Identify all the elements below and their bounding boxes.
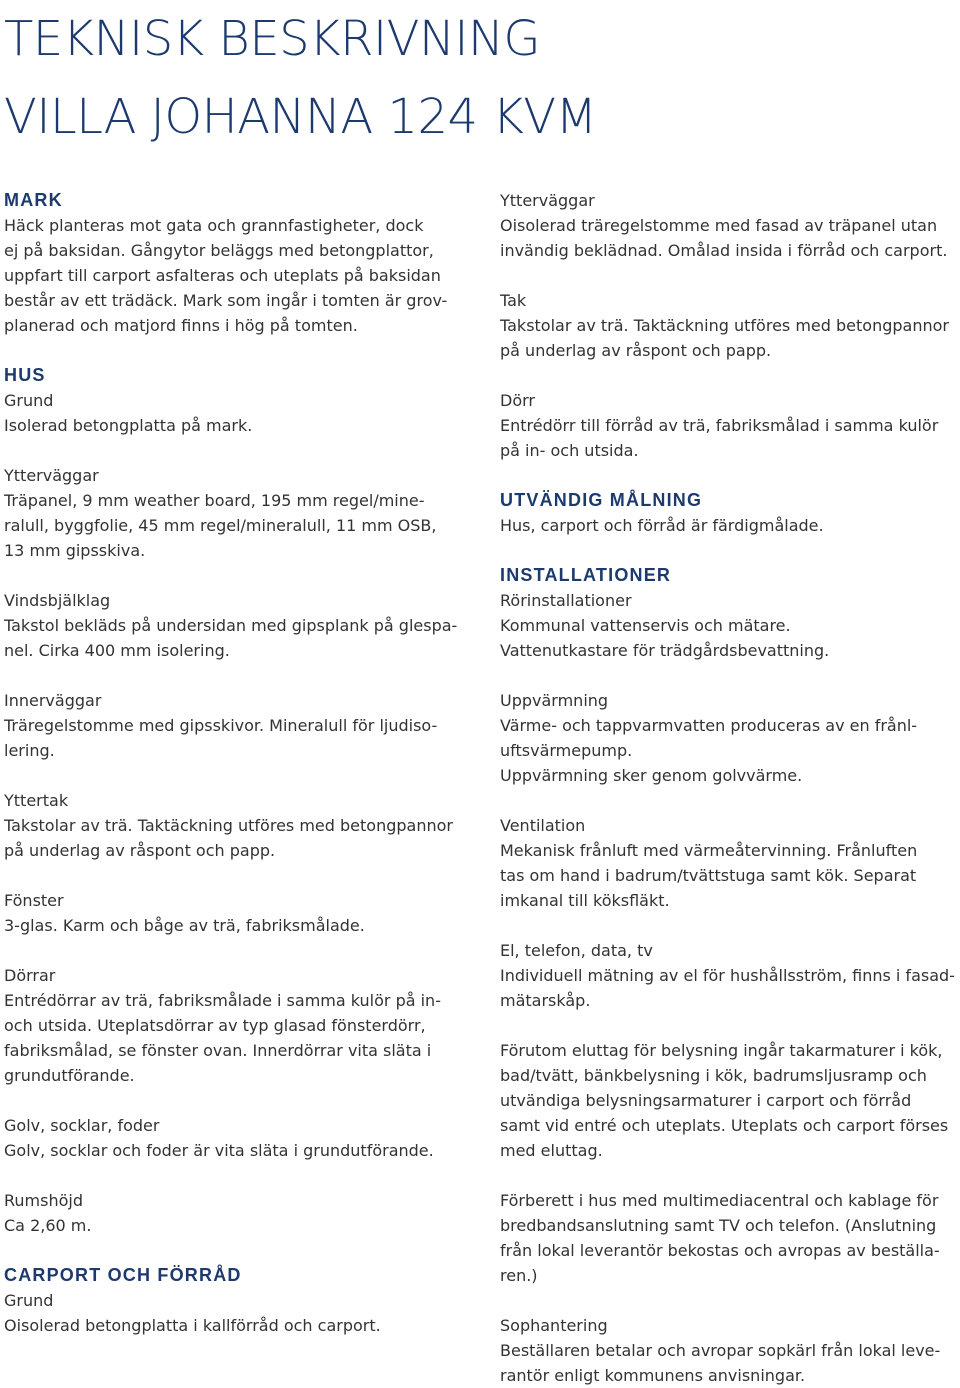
left-column	[4, 188, 462, 1338]
utvandig-text: Hus, carport och förråd är färdigmålade.	[500, 516, 824, 535]
heading-mark: MARK	[4, 190, 63, 210]
carport-yttervaggar-text: Oisolerad träregelstomme med fasad av träpanel utan invändig beklädnad. Omålad insida i förråd och carport.	[500, 216, 948, 260]
sophantering-text: Beställaren betalar och avropar sopkärl från lokal leve- rantör enligt kommunens anvisningar.	[500, 1341, 941, 1385]
rorinstallationer-text: Kommunal vattenservis och mätare. Vattenutkastare för trädgårdsbevattning.	[500, 616, 830, 660]
title-line-1: TEKNISK BESKRIVNING	[4, 11, 541, 67]
subheading-grund: Grund	[4, 391, 54, 410]
rumshojd-text: Ca 2,60 m.	[4, 1216, 92, 1235]
el-text: Individuell mätning av el för hushållsström, finns i fasad- mätarskåp.	[500, 966, 955, 1010]
subheading-yttertak: Yttertak	[4, 791, 69, 810]
subheading-uppvarmning: Uppvärmning	[500, 691, 609, 710]
yttervaggar-text: Träpanel, 9 mm weather board, 195 mm regel/mine- ralull, byggfolie, 45 mm regel/mineralull, 11 mm OSB, 13 mm gipsskiva.	[4, 491, 437, 560]
fonster-text: 3-glas. Karm och båge av trä, fabriksmålade.	[4, 916, 365, 935]
heading-installationer: INSTALLATIONER	[500, 565, 672, 585]
right-column	[500, 188, 958, 1388]
subheading-innervaggar: Innerväggar	[4, 691, 102, 710]
subheading-sophantering: Sophantering	[500, 1316, 608, 1335]
vindsbjalklag-text: Takstol bekläds på undersidan med gipsplank på glespa- nel. Cirka 400 mm isolering.	[4, 616, 458, 660]
subheading-rorinstallationer: Rörinstallationer	[500, 591, 632, 610]
subheading-dorr: Dörr	[500, 391, 535, 410]
forberett-text: Förberett i hus med multimediacentral och kablage för bredbandsanslutning samt TV och telefon. (Anslutning från lokal leverantör bekostas och avropas av beställa- ren.)	[500, 1191, 940, 1285]
title-line-2: VILLA JOHANNA 124 KVM	[4, 89, 597, 145]
yttertak-text: Takstolar av trä. Taktäckning utföres med betongpannor på underlag av råspont och papp.	[4, 816, 453, 860]
heading-carport: CARPORT OCH FÖRRÅD	[4, 1265, 242, 1285]
subheading-dorrar: Dörrar	[4, 966, 56, 985]
forutom-text: Förutom eluttag för belysning ingår takarmaturer i kök, bad/tvätt, bänkbelysning i kök, badrumsljusramp och utvändiga belysningsarmaturer i carport och förråd samt vid entré och uteplats. Uteplats och carport förses med eluttag.	[500, 1041, 949, 1160]
tak-text: Takstolar av trä. Taktäckning utföres med betongpannor på underlag av råspont och papp.	[500, 316, 949, 360]
subheading-carport-yttervaggar: Ytterväggar	[500, 191, 595, 210]
subheading-el-telefon: El, telefon, data, tv	[500, 941, 653, 960]
subheading-yttervaggar: Ytterväggar	[4, 466, 99, 485]
grund-text: Isolerad betongplatta på mark.	[4, 416, 253, 435]
heading-hus: HUS	[4, 365, 46, 385]
subheading-fonster: Fönster	[4, 891, 64, 910]
dorr-text: Entrédörr till förråd av trä, fabriksmålad i samma kulör på in- och utsida.	[500, 416, 939, 460]
dorrar-text: Entrédörrar av trä, fabriksmålade i samma kulör på in- och utsida. Uteplatsdörrar av typ glasad fönsterdörr, fabriksmålad, se fönster ovan. Innerdörrar vita släta i grundutförande.	[4, 991, 441, 1085]
uppvarmning-text: Värme- och tappvarmvatten produceras av en frånl- uftsvärmepump. Uppvärmning sker genom golvvärme.	[500, 716, 918, 785]
subheading-carport-grund: Grund	[4, 1291, 54, 1310]
golv-text: Golv, socklar och foder är vita släta i grundutförande.	[4, 1141, 434, 1160]
innervaggar-text: Träregelstomme med gipsskivor. Mineralull för ljudiso- lering.	[4, 716, 438, 760]
subheading-rumshojd: Rumshöjd	[4, 1191, 83, 1210]
heading-utvandig-malning: UTVÄNDIG MÅLNING	[500, 490, 703, 510]
carport-grund-text: Oisolerad betongplatta i kallförråd och carport.	[4, 1316, 381, 1335]
subheading-golv: Golv, socklar, foder	[4, 1116, 160, 1135]
subheading-tak: Tak	[500, 291, 527, 310]
ventilation-text: Mekanisk frånluft med värmeåtervinning. Frånluften tas om hand i badrum/tvättstuga samt kök. Separat imkanal till köksfläkt.	[500, 841, 918, 910]
mark-text: Häck planteras mot gata och grannfastigheter, dock ej på baksidan. Gångytor beläggs med betongplattor, uppfart till carport asfalteras och uteplats på baksidan består av ett trädäck. Mark som ingår i tomten är grov- planerad och matjord finns i hög på tomten.	[4, 216, 448, 335]
subheading-ventilation: Ventilation	[500, 816, 586, 835]
subheading-vindsbjalklag: Vindsbjälklag	[4, 591, 111, 610]
document-title	[4, 0, 597, 156]
